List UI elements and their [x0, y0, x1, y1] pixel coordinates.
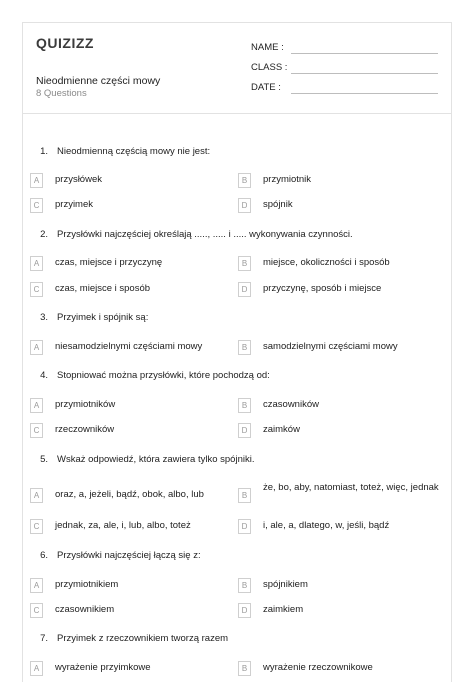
question-count: 8 Questions: [36, 88, 87, 99]
option-letter-box: B: [238, 488, 251, 503]
option-text: przymiotników: [55, 399, 116, 410]
option-letter-box: A: [30, 173, 43, 188]
option-text: spójnik: [263, 199, 293, 210]
option-text: przyimek: [55, 199, 94, 210]
option-letter-box: B: [238, 256, 251, 271]
option-letter-box: C: [30, 519, 43, 534]
option-letter-box: C: [30, 603, 43, 618]
option-text: czas, miejsce i sposób: [55, 283, 151, 294]
option-letter-box: A: [30, 398, 43, 413]
option-text: miejsce, okoliczności i sposób: [263, 257, 390, 268]
question-text: Przysłówki najczęściej określają ....., ..... i ..... wykonywania czynności.: [57, 229, 353, 240]
option-letter-box: D: [238, 423, 251, 438]
question-number: 5.: [40, 454, 48, 465]
header-divider: [22, 113, 452, 114]
option-text: i, ale, a, dlatego, w, jeśli, bądź: [263, 520, 390, 531]
option-text: przysłówek: [55, 174, 102, 185]
option-text: wyrażenie rzeczownikowe: [263, 662, 373, 673]
option-text: przyczynę, sposób i miejsce: [263, 283, 382, 294]
option-text: samodzielnymi częściami mowy: [263, 341, 398, 352]
question-text: Nieodmienną częścią mowy nie jest:: [57, 146, 211, 157]
option-text: jednak, za, ale, i, lub, albo, toteż: [55, 520, 191, 531]
name-label: NAME :: [251, 42, 284, 53]
option-letter-box: A: [30, 340, 43, 355]
question-text: Przysłówki najczęściej łączą się z:: [57, 550, 201, 561]
option-letter-box: D: [238, 603, 251, 618]
option-text: zaimkiem: [263, 604, 304, 615]
date-label: DATE :: [251, 82, 281, 93]
class-line: [291, 73, 438, 74]
option-letter-box: C: [30, 282, 43, 297]
class-label: CLASS :: [251, 62, 288, 73]
worksheet-title: Nieodmienne części mowy: [36, 75, 161, 87]
question-text: Przyimek z rzeczownikiem tworzą razem: [57, 633, 229, 644]
option-text: spójnikiem: [263, 579, 308, 590]
option-letter-box: A: [30, 256, 43, 271]
option-letter-box: D: [238, 198, 251, 213]
name-field[interactable]: [251, 42, 441, 58]
question-number: 7.: [40, 633, 48, 644]
question-number: 3.: [40, 312, 48, 323]
question-number: 1.: [40, 146, 48, 157]
question-number: 6.: [40, 550, 48, 561]
option-text: czasowników: [263, 399, 319, 410]
option-text: zaimków: [263, 424, 300, 435]
question-text: Wskaż odpowiedź, która zawiera tylko spójniki.: [57, 454, 255, 465]
option-letter-box: B: [238, 661, 251, 676]
option-letter-box: B: [238, 173, 251, 188]
option-letter-box: A: [30, 488, 43, 503]
question-number: 4.: [40, 370, 48, 381]
option-letter-box: B: [238, 578, 251, 593]
option-text: niesamodzielnymi częściami mowy: [55, 341, 203, 352]
option-text: oraz, a, jeżeli, bądź, obok, albo, lub: [55, 489, 204, 500]
option-text: rzeczowników: [55, 424, 115, 435]
option-letter-box: D: [238, 282, 251, 297]
option-text: że, bo, aby, natomiast, toteż, więc, jednak: [263, 482, 439, 493]
question-text: Stopniować można przysłówki, które pochodzą od:: [57, 370, 270, 381]
option-letter-box: A: [30, 661, 43, 676]
option-letter-box: A: [30, 578, 43, 593]
option-text: przymiotnik: [263, 174, 312, 185]
option-text: wyrażenie przyimkowe: [55, 662, 151, 673]
quizizz-logo: QUIZIZZ: [36, 35, 94, 51]
option-text: czas, miejsce i przyczynę: [55, 257, 163, 268]
option-letter-box: D: [238, 519, 251, 534]
option-letter-box: B: [238, 340, 251, 355]
class-field[interactable]: [251, 62, 441, 78]
question-number: 2.: [40, 229, 48, 240]
name-line: [291, 53, 438, 54]
option-text: czasownikiem: [55, 604, 115, 615]
option-letter-box: C: [30, 198, 43, 213]
date-field[interactable]: [251, 82, 441, 98]
option-letter-box: C: [30, 423, 43, 438]
option-letter-box: B: [238, 398, 251, 413]
option-text: przymiotnikiem: [55, 579, 119, 590]
question-text: Przyimek i spójnik są:: [57, 312, 149, 323]
date-line: [291, 93, 438, 94]
